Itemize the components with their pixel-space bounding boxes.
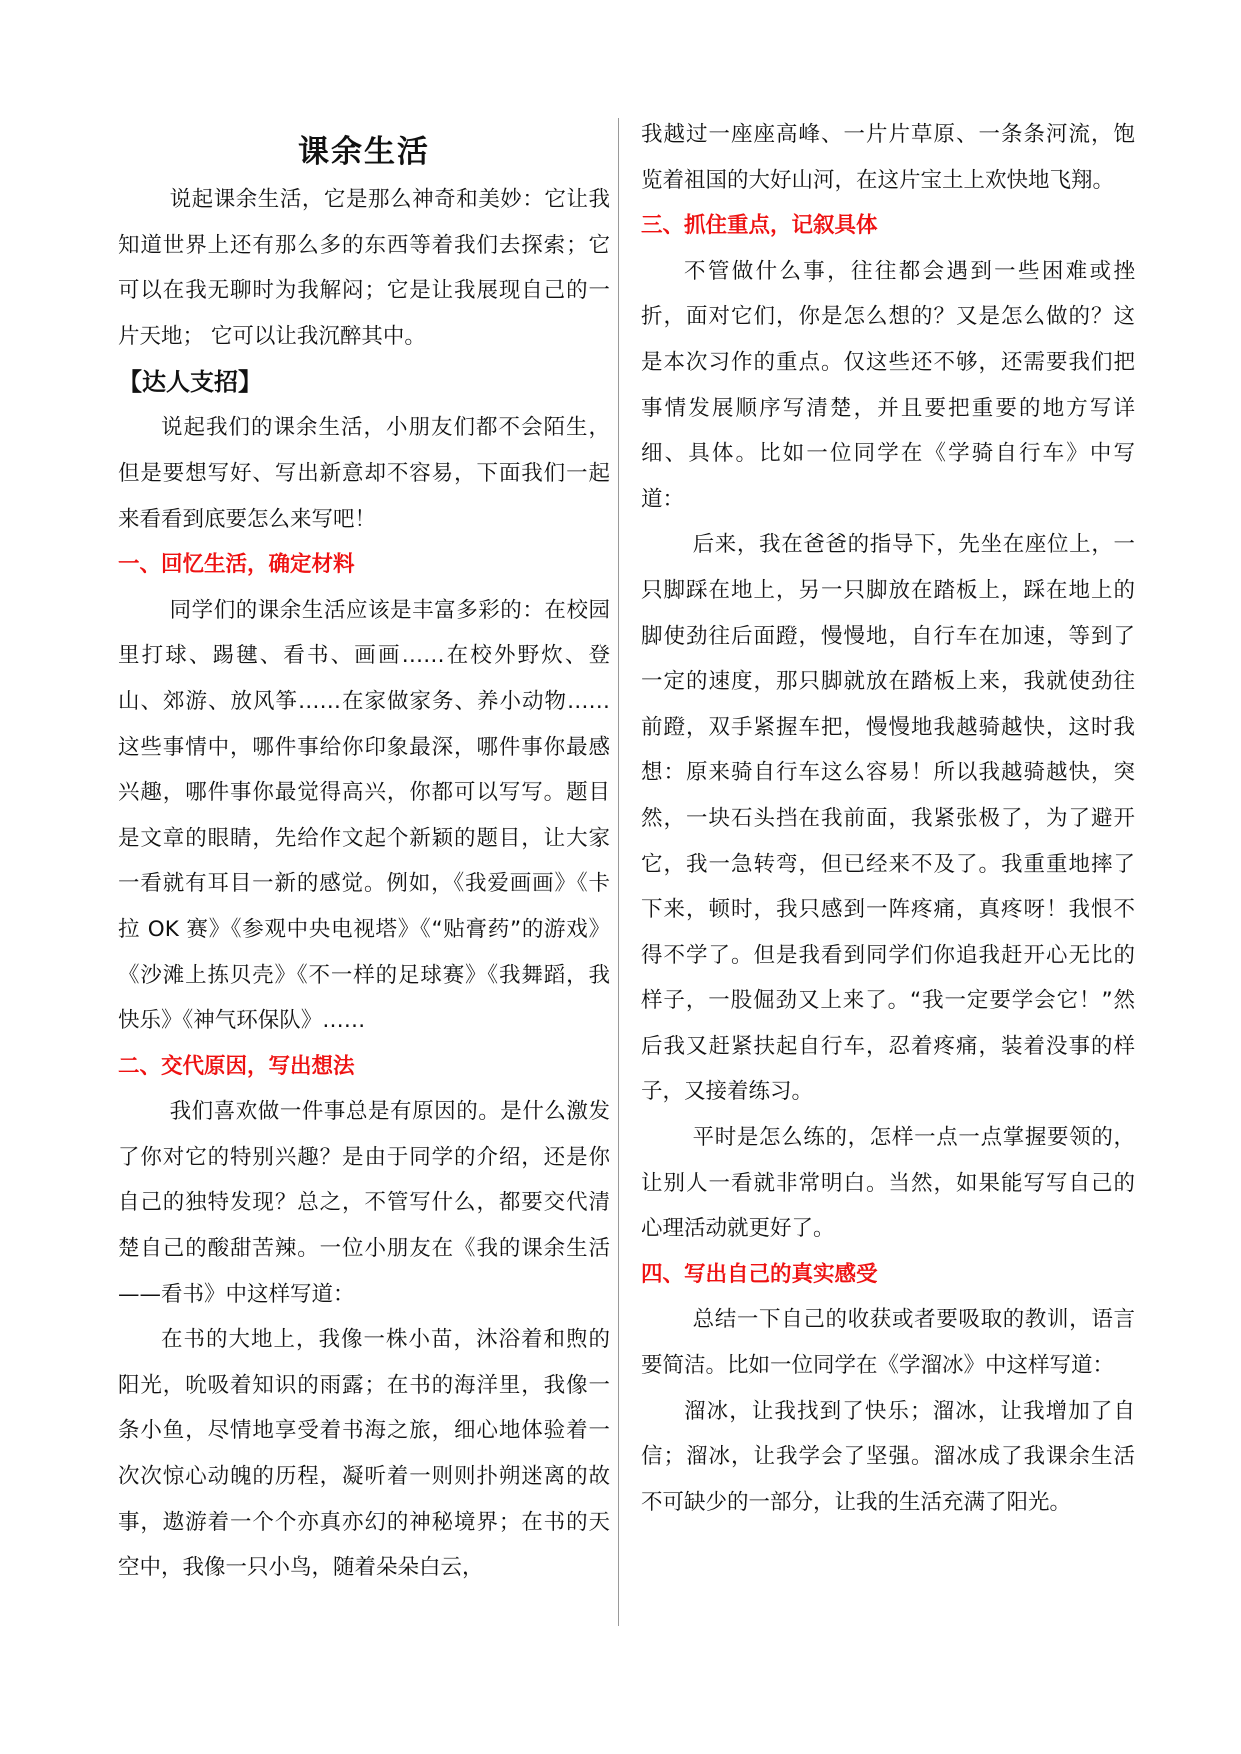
left-column xyxy=(118,112,610,1591)
section-4-heading: 四、写出自己的真实感受 xyxy=(641,1261,878,1287)
section-1-heading: 一、回忆生活，确定材料 xyxy=(118,552,355,578)
section-3-heading: 三、抓住重点，记叙具体 xyxy=(641,213,878,239)
section-2-body: 我们喜欢做一件事总是有原因的。是什么激发了你对它的特别兴趣？是由于同学的介绍，还是你自己的独特发现？总之，不管写什么，都要交代清楚自己的酸甜苦辣。一位小朋友在《我的课余生活——看书》中这样写道： xyxy=(118,1099,610,1307)
section-3-example: 后来，我在爸爸的指导下，先坐在座位上，一只脚踩在地上，另一只脚放在踏板上，踩在地上的脚使劲往后面蹬，慢慢地，自行车在加速，等到了一定的速度，那只脚就放在踏板上来，我就使劲往前蹬，双手紧握车把，慢慢地我越骑越快，这时我想：原来骑自行车这么容易！所以我越骑越快，突然，一块石头挡在我前面，我紧张极了，为了避开它，我一急转弯，但已经来不及了。我重重地摔了下来，顿时，我只感到一阵疼痛，真疼呀！我恨不得不学了。但是我看到同学们你追我赶开心无比的样子，一股倔劲又上来了。“我一定要学会它！”然后我又赶紧扶起自行车，忍着疼痛，装着没事的样子，又接着练习。 xyxy=(641,532,1135,1105)
intro-paragraph: 说起课余生活，它是那么神奇和美妙：它让我知道世界上还有那么多的东西等着我们去探索；它可以在我无聊时为我解闷；它是让我展现自己的一片天地； 它可以让我沉醉其中。 xyxy=(118,187,610,349)
tips-intro-paragraph: 说起我们的课余生活，小朋友们都不会陌生，但是要想写好、写出新意却不容易，下面我们一起来看看到底要怎么来写吧！ xyxy=(118,415,610,532)
page-title: 课余生活 xyxy=(298,134,430,170)
section-3-note: 平时是怎么练的，怎样一点一点掌握要领的，让别人一看就非常明白。当然，如果能写写自己的心理活动就更好了。 xyxy=(641,1125,1135,1242)
section-2-heading: 二、交代原因，写出想法 xyxy=(118,1053,355,1079)
column-divider xyxy=(618,118,619,1626)
section-4-body: 总结一下自己的收获或者要吸取的教训，语言要简洁。比如一位同学在《学溜冰》中这样写道： xyxy=(641,1307,1135,1379)
section-3-body: 不管做什么事，往往都会遇到一些困难或挫折，面对它们，你是怎么想的？又是怎么做的？这是本次习作的重点。仅这些还不够，还需要我们把事情发展顺序写清楚，并且要把重要的地方写详细、具体。比如一位同学在《学骑自行车》中写道： xyxy=(641,258,1135,512)
section-4-example: 溜冰，让我找到了快乐；溜冰，让我增加了自信；溜冰，让我学会了坚强。溜冰成了我课余生活不可缺少的一部分，让我的生活充满了阳光。 xyxy=(641,1398,1135,1515)
section-2-example-continued: 我越过一座座高峰、一片片草原、一条条河流，饱览着祖国的大好山河，在这片宝土上欢快地飞翔。 xyxy=(641,122,1135,193)
section-1-body: 同学们的课余生活应该是丰富多彩的：在校园里打球、踢毽、看书、画画……在校外野炊、登山、郊游、放风筝……在家做家务、养小动物……这些事情中，哪件事给你印象最深，哪件事你最感兴趣，哪件事你最觉得高兴，你都可以写写。题目是文章的眼睛，先给作文起个新颖的题目，让大家一看就有耳目一新的感觉。例如，《我爱画画》《卡拉 OK 赛》《参观中央电视塔》《“贴膏药”的游戏》《沙滩上拣贝壳》《不一样的足球赛》《我舞蹈，我快乐》《神气环保队》…… xyxy=(118,597,610,1034)
tips-heading: 【达人支招】 xyxy=(118,368,262,397)
section-2-example: 在书的大地上，我像一株小苗，沐浴着和煦的阳光，吮吸着知识的雨露；在书的海洋里，我像一条小鱼，尽情地享受着书海之旅，细心地体验着一次次惊心动魄的历程，凝听着一则则扑朔迷离的故事，遨游着一个个亦真亦幻的神秘境界；在书的天空中，我像一只小鸟，随着朵朵白云， xyxy=(118,1327,610,1581)
right-column xyxy=(641,112,1135,1525)
